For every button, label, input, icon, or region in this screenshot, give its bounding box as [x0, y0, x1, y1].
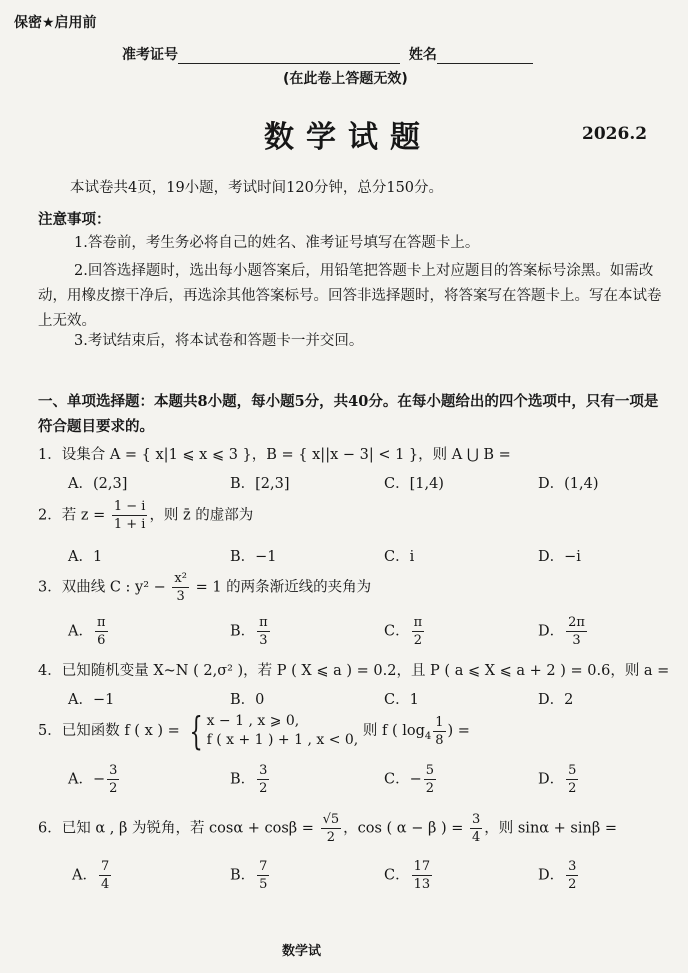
question-6-stem: 6．已知 α , β 为锐角，若 cosα + cosβ = $\frac{√5}{2}$ ，cos ( α − β ) = $\frac{3}{4}$ ，则 sinα + sinβ =: [38, 812, 617, 845]
question-5-option-d: D． $\frac{5}{2}$: [538, 763, 577, 796]
question-4-stem: 4．已知随机变量 X~N ( 2,σ² )，若 P ( X ⩽ a ) = 0.2，且 P ( a ⩽ X ⩽ a + 2 ) = 0.6，则 a =: [38, 663, 670, 679]
question-6-option-b: B． $\frac{7}{5}$: [230, 859, 268, 892]
question-5-option-a: A．− $\frac{3}{2}$: [68, 763, 118, 796]
question-6-option-c: C． $\frac{17}{13}$: [384, 859, 431, 892]
exam-id-field: [122, 44, 533, 64]
name-blank: [437, 63, 533, 64]
question-5-stem: 5．已知函数 f ( x ) = { x − 1 , x ⩾ 0, f ( x + 1 ) + 1 , x < 0, 则 f ( $\log_4$ $\frac{1}{8}$ ) =: [38, 709, 470, 753]
question-4-option-b: B．0: [230, 692, 265, 708]
question-2-option-c: C．i: [384, 549, 415, 565]
note-item-3: 3.考试结束后，将本试卷和答题卡一并交回。: [74, 333, 364, 349]
secret-label: 保密★启用前: [14, 15, 97, 31]
question-3-option-a: A． $\frac{\pi}{6}$: [68, 615, 106, 648]
question-1-stem: 1．设集合 A = { x|1 ⩽ x ⩽ 3 }，B = { x||x − 3| < 1 }，则 A ⋃ B =: [38, 447, 511, 463]
question-1-option-d: D．(1,4): [538, 476, 599, 492]
question-4-option-a: A．−1: [68, 692, 115, 708]
question-6-option-a: A． $\frac{7}{4}$: [72, 859, 110, 892]
question-3-option-b: B． $\frac{\pi}{3}$: [230, 615, 268, 648]
question-4-option-c: C．1: [384, 692, 419, 708]
question-1-option-a: A．(2,3]: [68, 476, 128, 492]
question-4-option-d: D．2: [538, 692, 574, 708]
invalid-note: (在此卷上答题无效): [283, 71, 408, 87]
exam-id-blank: [178, 63, 400, 64]
piecewise: { x − 1 , x ⩾ 0, f ( x + 1 ) + 1 , x < 0,: [189, 709, 359, 753]
fraction: $\frac{1 - i}{1 + i}$: [113, 499, 146, 532]
note-item-1: 1.答卷前，考生务必将自己的姓名、准考证号填写在答题卡上。: [74, 235, 480, 251]
section-heading: 一、单项选择题：本题共8小题，每小题5分，共40分。在每小题给出的四个选项中，只有一项是符合题目要求的。: [38, 393, 659, 435]
question-2-stem: 2．若 z = $\frac{1 - i}{1 + i}$ ，则 z̄ 的虚部为: [38, 499, 254, 532]
exam-summary: 本试卷共4页，19小题，考试时间120分钟，总分150分。: [70, 180, 444, 196]
notes-heading: 注意事项：: [38, 211, 111, 228]
name-label: 姓名: [408, 47, 437, 63]
question-2-option-b: B．−1: [230, 549, 277, 565]
question-5-option-b: B． $\frac{3}{2}$: [230, 763, 268, 796]
fraction: $\frac{\text{x²}}{3}$: [174, 571, 187, 604]
question-3-stem: 3．双曲线 C : y² − $\frac{\text{x²}}{3}$ = 1 的两条渐近线的夹角为: [38, 571, 372, 604]
question-2-option-a: A．1: [68, 549, 103, 565]
question-1-option-b: B．[2,3]: [230, 476, 290, 492]
question-1-option-c: C．[1,4): [384, 476, 444, 492]
question-3-option-d: D． $\frac{2\pi}{3}$: [538, 615, 585, 648]
page-title: 数学试题: [264, 120, 432, 155]
exam-id-label: 准考证号: [122, 47, 178, 63]
question-2-option-d: D．−i: [538, 549, 581, 565]
question-6-option-d: D． $\frac{3}{2}$: [538, 859, 577, 892]
page-footer: 数学试: [282, 944, 322, 959]
exam-date: 2026.2: [582, 124, 648, 144]
question-5-option-c: C．− $\frac{5}{2}$: [384, 763, 435, 796]
note-item-2: 2.回答选择题时，选出每小题答案后，用铅笔把答题卡上对应题目的答案标号涂黑。如需改动，用橡皮擦干净后，再选涂其他答案标号。回答非选择题时，将答案写在答题卡上。写在本试卷上无效。: [38, 263, 662, 329]
question-3-option-c: C． $\frac{\pi}{2}$: [384, 615, 423, 648]
